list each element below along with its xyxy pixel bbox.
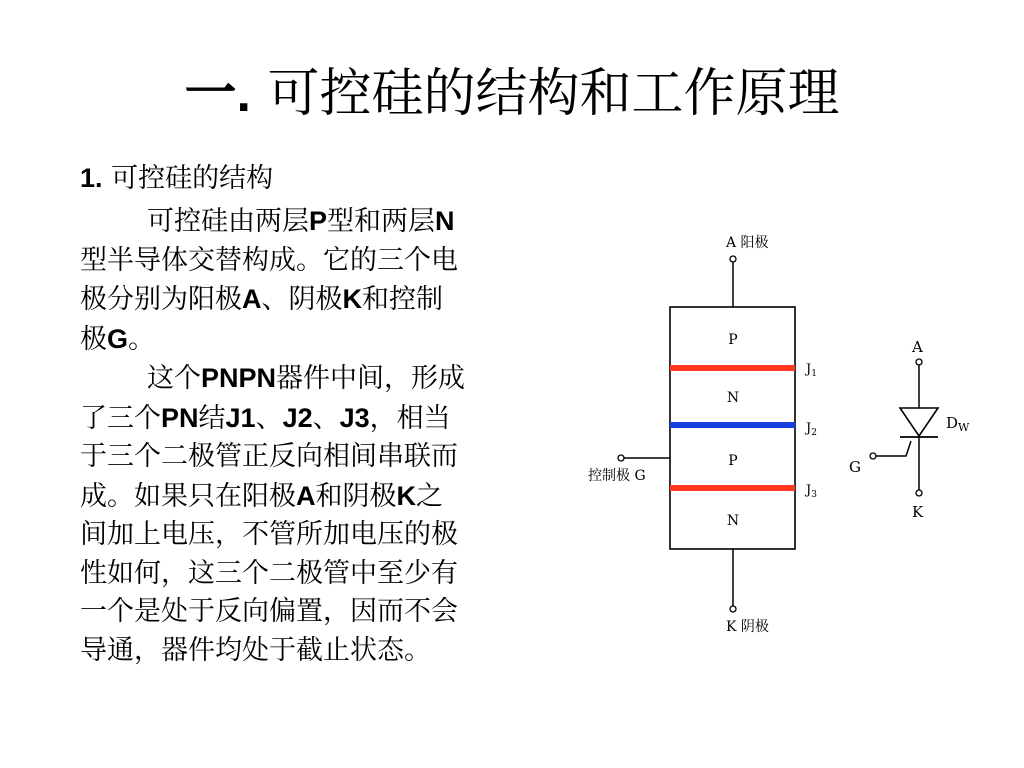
text-run-bold: PNPN (201, 363, 277, 393)
title-number: 一. (184, 65, 251, 123)
text-run: 、 (255, 402, 283, 434)
pnpn-structure-diagram (588, 234, 817, 635)
symbol-gate-terminal (870, 453, 876, 459)
text-run-bold: PN (161, 402, 199, 433)
cathode-label: K 阴极 (726, 619, 769, 635)
text-run: 成。如果只在阳极 (80, 480, 296, 512)
device-label-main: D (946, 414, 959, 432)
junction-j1-label (804, 362, 817, 379)
paragraph-1-line-2: 型半导体交替构成。它的三个电 (80, 244, 458, 276)
text-run: 、阴极 (261, 284, 343, 315)
symbol-anode-terminal (916, 359, 922, 365)
text-run: 、 (312, 402, 340, 434)
junction-j1-letter: J (806, 362, 812, 377)
text-run: 和控制 (362, 284, 443, 315)
text-run: 极分别为阳极 (80, 284, 242, 315)
symbol-gate-label: G (849, 458, 861, 476)
paragraph-2-line-5: 间加上电压，不管所加电压的极 (80, 519, 458, 550)
text-run: ，相当 (369, 402, 451, 434)
text-run-bold: N (435, 206, 455, 236)
layer-n1-label: N (726, 390, 740, 406)
symbol-gate-lead (876, 441, 911, 456)
text-run: 了三个 (80, 402, 161, 434)
section-heading-text: 可控硅的结构 (111, 163, 274, 194)
text-run: 结 (198, 402, 226, 434)
text-run: 型和两层 (327, 206, 436, 237)
gate-terminal (618, 455, 624, 461)
layer-p1-label: P (728, 332, 738, 348)
junction-j2-letter: J (806, 421, 812, 436)
layer-p2-label: P (728, 453, 738, 469)
text-run: 。 (128, 323, 156, 355)
diode-triangle-icon (900, 408, 938, 436)
gate-label: 控制极 G (588, 468, 646, 484)
text-run: 极 (80, 323, 107, 355)
text-run-bold: J3 (339, 402, 370, 433)
symbol-cathode-terminal (916, 490, 922, 496)
text-run: 和阴极 (315, 480, 397, 512)
paragraph-2-line-7: 一个是处于反向偏置，因而不会 (80, 596, 458, 627)
device-label-sub: W (958, 421, 970, 434)
text-run: 器件中间，形成 (276, 363, 466, 394)
thyristor-symbol (849, 338, 970, 521)
anode-terminal (730, 256, 736, 262)
junction-j2-index: 2 (811, 428, 817, 438)
layer-n2-label: N (726, 513, 740, 529)
text-run-bold: P (309, 206, 328, 236)
text-run: 可控硅由两层 (147, 206, 309, 237)
text-run-bold: K (342, 284, 362, 314)
text-run-bold: K (396, 480, 416, 511)
paragraph-2-line-6: 性如何，这三个二极管中至少有 (80, 557, 458, 589)
symbol-device-label (946, 414, 970, 434)
symbol-anode-label: A (912, 338, 923, 356)
text-run-bold: J1 (225, 402, 256, 433)
paragraph-2-line-3: 于三个二极管正反向相间串联而 (80, 441, 458, 472)
cathode-terminal (730, 606, 736, 612)
paragraph-2-line-8: 导通，器件均处于截止状态。 (80, 634, 431, 666)
text-run-bold: A (296, 480, 316, 511)
junction-j3-index: 3 (811, 490, 817, 500)
junction-j2-label (804, 421, 817, 438)
text-run: 这个 (147, 363, 201, 394)
junction-j3-label (804, 483, 817, 500)
junction-j3-letter: J (806, 483, 812, 498)
section-number: 1. (80, 163, 103, 193)
anode-label: A 阳极 (726, 235, 769, 251)
text-run-bold: J2 (282, 402, 313, 433)
junction-j1-index: 1 (811, 369, 817, 379)
title-text: 可控硅的结构和工作原理 (267, 64, 840, 124)
text-run-bold: G (107, 323, 129, 354)
symbol-cathode-label: K (912, 503, 924, 521)
text-run-bold: A (242, 284, 262, 314)
text-run: 之 (416, 480, 443, 512)
